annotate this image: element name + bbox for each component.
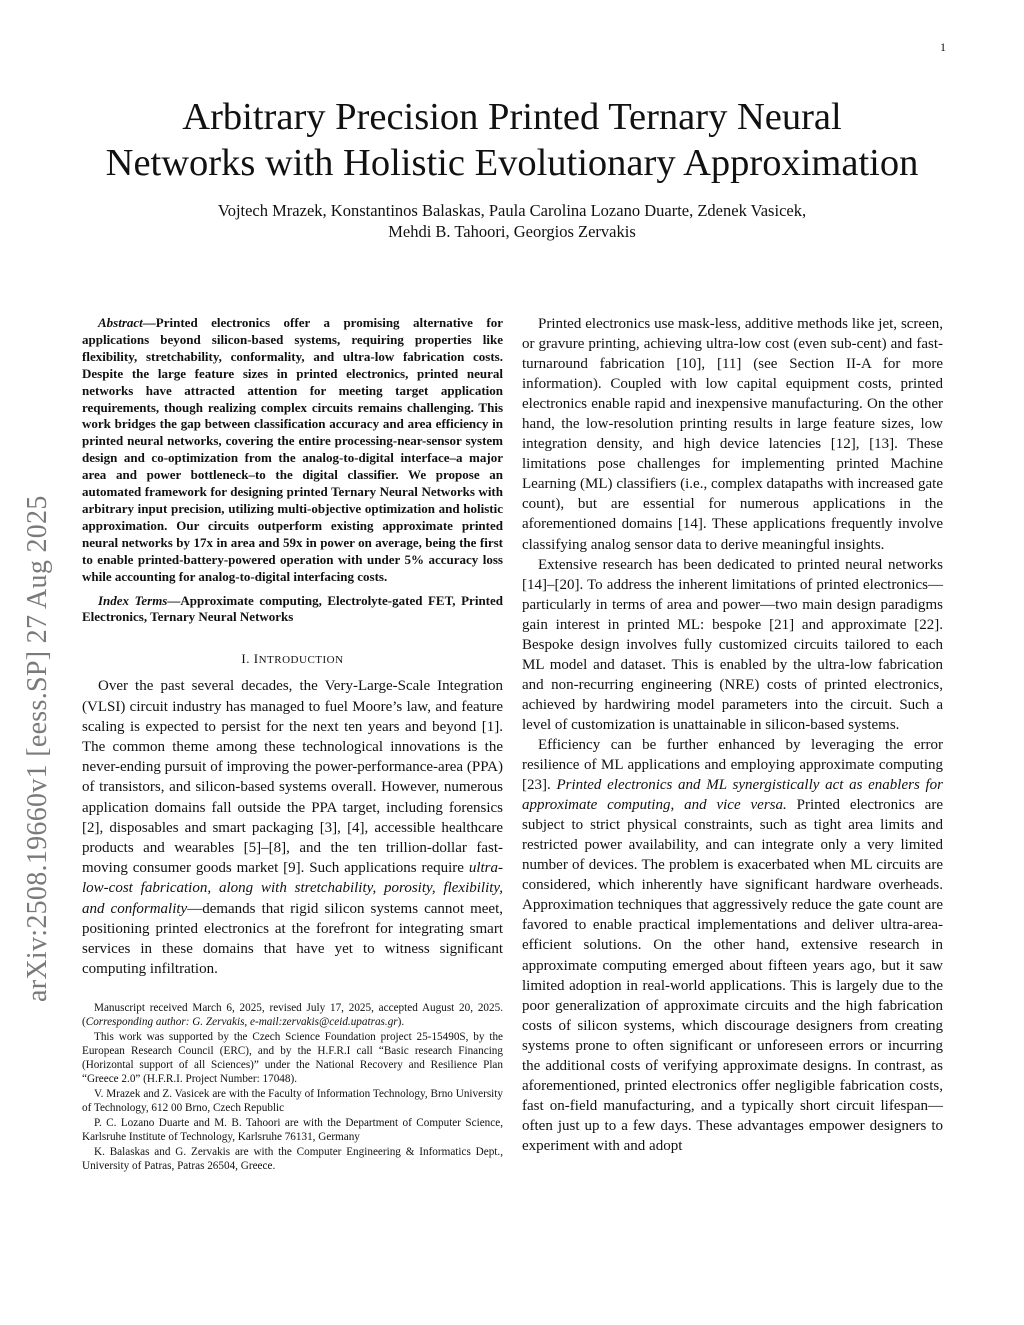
body-paragraph	[522, 735, 943, 1156]
abstract-text: —Printed electronics offer a promising alternative for applications beyond silicon-based systems, requiring properties like flexibility, stretchability, conformality, and ultra-low fabrication costs. Despite the large feature sizes in printed electronics, printed neural networks have attracted attention for meeting target application requirements, though realizing complex circuits remains challenging. This work bridges the gap between classification accuracy and area efficiency in printed neural networks, covering the entire processing-near-sensor system design and co-optimization from the analog-to-digital interface–a major area and power bottleneck–to the digital classifier. We propose an automated framework for designing printed Ternary Neural Networks with arbitrary input precision, utilizing multi-objective optimization and holistic approximation. Our circuits outperform existing approximate printed neural networks by 17x in area and 59x in power on average, being the first to enable printed-battery-powered operation with under 5% accuracy loss while accounting for analog-to-digital interfacing costs.	[82, 315, 503, 584]
intro-paragraph	[82, 676, 503, 979]
author-list	[100, 200, 924, 242]
footnote-funding: This work was supported by the Czech Science Foundation project 25-15490S, by the European Research Council (ERC), and by the H.F.R.I call “Basic research Financing (Horizontal support of all Sciences)” under the National Recovery and Resilience Plan “Greece 2.0” (H.F.R.I. Project Number: 17048).	[82, 1031, 503, 1086]
body-emphasis: Printed electronics and ML synergistically act as enablers for approximate computing, and vice versa.	[522, 777, 943, 814]
section-numeral: I.	[241, 651, 254, 667]
index-terms-label: Index Terms	[98, 592, 168, 608]
intro-emphasis: ultra-low-cost fabrication, along with stretchability, porosity, flexibility, and conformality	[82, 860, 503, 917]
author-line: Mehdi B. Tahoori, Georgios Zervakis	[388, 222, 636, 241]
footnote-affiliation: P. C. Lozano Duarte and M. B. Tahoori are with the Department of Computer Science, Karlsruhe Institute of Technology, Karlsruhe 76131, Germany	[82, 1117, 503, 1144]
body-paragraph: Printed electronics use mask-less, additive methods like jet, screen, or gravure printing, achieving ultra-low cost (even sub-cent) and fast-turnaround fabrication [10], [11] (see Section II-A for more information). Coupled with low capital equipment costs, printed electronics enable rapid and inexpensive manufacturing. On the other hand, the low-resolution printing results in large feature sizes, low integration density, and high device latencies [12], [13]. These limitations pose challenges for implementing printed Machine Learning (ML) classifiers (i.e., complex datapaths with increased gate count), but are essential for numerous applications in the aforementioned domains [14]. These applications frequently involve classifying analog sensor data to derive meaningful insights.	[522, 316, 943, 553]
index-terms-text: —Approximate computing, Electrolyte-gated FET, Printed Electronics, Ternary Neural Networks	[82, 592, 503, 625]
section-title-rest: NTRODUCTION	[258, 654, 344, 667]
intro-text: Over the past several decades, the Very-Large-Scale Integration (VLSI) circuit industry has managed to fuel Moore’s law, and feature scaling is expected to persist for the next ten years and beyond [1]. The common theme among these technological innovations is the never-ending pursuit of improving the power-performance-area (PPA) of transistors, and silicon-based systems overall. However, numerous application domains fall outside the PPA target, including forensics [2], disposables and smart packaging [3], [4], accessible healthcare products and wearables [5]–[8], and the ten trillion-dollar fast-moving consumer goods market [9]. Such applications require	[82, 678, 503, 877]
body-text: Printed electronics are subject to strict physical constraints, such as tight area limits and restricted power availability, and can integrate only a very limited number of devices. The problem is exacerbated when ML circuits are considered, which inherently have significant hardware overheads. Approximation techniques that aggressively reduce the gate count are favored to enable practical implementations and deliver ultra-area-efficient solutions. On the other hand, extensive research in approximate computing emerged about fifteen years ago, but it saw limited adoption in real-world applications. This is largely due to the poor generalization of approximate circuits and the high fabrication costs of silicon systems, which discourage designers from creating systems prone to often significant or unforeseen errors or incurring the additional costs of verifying approximate designs. In contrast, as aforementioned, printed electronics offer negligible fabrication costs, fast on-field manufacturing, and a typically short circuit lifespan—often just up to a few days. These advantages empower designers to experiment with and adopt	[522, 797, 943, 1154]
footnote-text: Manuscript received March 6, 2025, revised July 17, 2025, accepted August 20, 2025. (	[82, 1002, 503, 1029]
paper-title	[60, 94, 964, 186]
left-column	[82, 315, 503, 1174]
author-line: Vojtech Mrazek, Konstantinos Balaskas, Paula Carolina Lozano Duarte, Zdenek Vasicek,	[217, 201, 807, 220]
right-column	[522, 314, 943, 1156]
index-terms	[82, 593, 503, 627]
section-title-first: I	[253, 651, 259, 667]
corresponding-author: Corresponding author: G. Zervakis, e-mail:zervakis@ceid.upatras.gr	[85, 1016, 398, 1029]
footnote-text: ).	[397, 1016, 405, 1029]
footnote-affiliation: V. Mrazek and Z. Vasicek are with the Faculty of Information Technology, Brno University of Technology, 612 00 Brno, Czech Republic	[82, 1088, 503, 1115]
footnotes	[82, 1001, 503, 1173]
paper-title-line: Networks with Holistic Evolutionary Approximation	[105, 142, 919, 184]
page-number: 1	[940, 40, 946, 54]
footnote-affiliation: K. Balaskas and G. Zervakis are with the Computer Engineering & Informatics Dept., University of Patras, Patras 26504, Greece.	[82, 1146, 503, 1173]
section-heading-introduction	[82, 651, 503, 667]
arxiv-identifier-stamp[interactable]: arXiv:2508.19660v1 [eess.SP] 27 Aug 2025	[22, 495, 53, 1002]
intro-text: —demands that rigid silicon systems cannot meet, positioning printed electronics at the forefront for integrating smart services in these domains that have yet to witness significant computing infiltration.	[82, 900, 503, 978]
body-text: Efficiency can be further enhanced by leveraging the error resilience of ML applications and employing approximate computing [23].	[522, 736, 943, 794]
abstract	[82, 315, 503, 586]
paper-title-line: Arbitrary Precision Printed Ternary Neural	[182, 96, 842, 138]
abstract-label: Abstract	[98, 315, 143, 330]
footnote-manuscript	[82, 1001, 503, 1029]
body-paragraph: Extensive research has been dedicated to printed neural networks [14]–[20]. To address the inherent limitations of printed electronics—particularly in terms of area and power—two main design paradigms gain interest in printed ML: bespoke [21] and approximate [22]. Bespoke design involves fully customized circuits tailored to each ML model and dataset. This is enabled by the ultra-low fabrication and non-recurring engineering (NRE) costs of printed electronics, achieved by hardwiring model parameters into the circuit. Such a level of customization is unattainable in silicon-based systems.	[522, 556, 943, 733]
